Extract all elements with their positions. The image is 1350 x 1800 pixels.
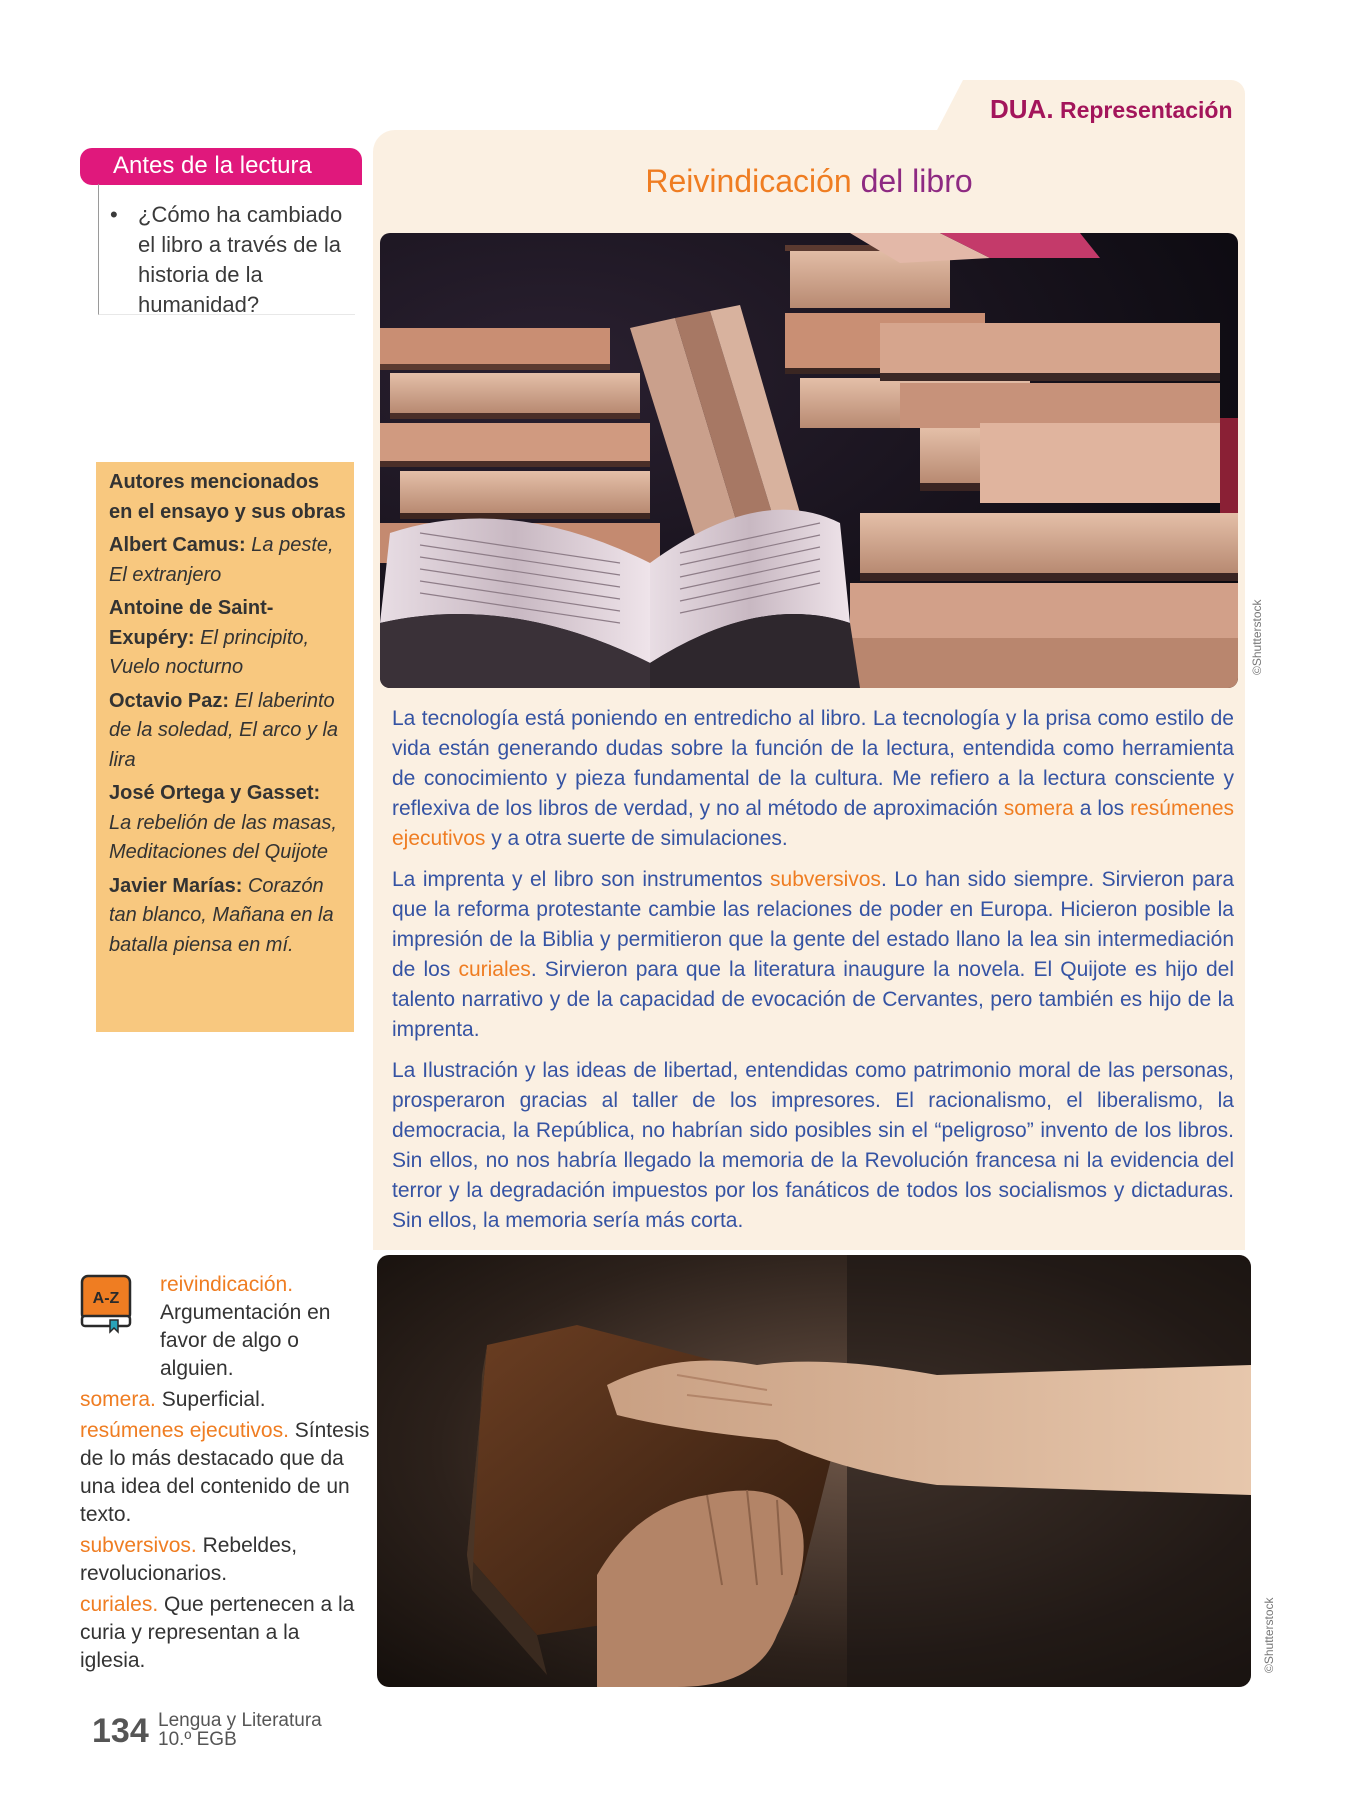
paragraph: La tecnología está poniendo en entredicho al libro. La tecnología y la prisa como estilo de vida están generando dudas sobre la función de la lectura, entendida como herramienta de conocimiento y pieza fundamental de la cultura. Me refiero a la lectura consciente y reflexiva de los libros de verdad, y no al método de aproximación somera a los resúmenes ejecutivos y a otra suerte de simulaciones. [392, 707, 1235, 850]
authors-heading: Autores mencionados en el ensayo y sus obras [109, 471, 346, 523]
page-number: 134 [92, 1712, 149, 1750]
dua-label: DUA. Representación [990, 94, 1233, 124]
photo-credit: ©Shutterstock [1262, 1597, 1276, 1673]
glossary-entry: resúmenes ejecutivos. Síntesis de lo más destacado que da una idea del contenido de un texto. [80, 1419, 370, 1526]
bullet-icon: • [110, 202, 118, 227]
essay-text [392, 704, 1234, 1247]
author-entry: Javier Marías: Corazón tan blanco, Mañana en la batalla piensa en mí. [109, 874, 334, 956]
books-photo [380, 233, 1238, 688]
author-entry: Albert Camus: La peste, El extranjero [109, 534, 334, 586]
glossary-entry: somera. Superficial. [80, 1388, 266, 1411]
photo-credit: ©Shutterstock [1250, 599, 1264, 675]
paragraph: La Ilustración y las ideas de libertad, entendidas como patrimonio moral de las personas, prosperaron gracias al taller de los impresores. El racionalismo, el liberalismo, la democracia, la República, no habrían sido posibles sin el “peligroso” invento de los libros. Sin ellos, no nos habría llegado la memoria de la Revolución francesa ni la evidencia del terror y la degradación impuestos por los fanáticos de todos los socialismos y dictaduras. Sin ellos, la memoria sería más corta. [392, 1059, 1234, 1232]
az-label: A-Z [92, 1290, 120, 1307]
antes-question [110, 200, 355, 320]
antes-question-text: ¿Cómo ha cambiado el libro a través de la historia de la humanidad? [138, 202, 343, 317]
footer-subject: Lengua y Literatura 10.º EGB [158, 1710, 322, 1750]
author-entry: Antoine de Saint-Exupéry: El principito, Vuelo nocturno [109, 597, 310, 678]
hand-on-book-photo [377, 1255, 1251, 1687]
glossary [80, 1271, 370, 1678]
glossary-entry: reivindicación. Argumentación en favor de algo o alguien. [160, 1273, 331, 1380]
glossary-entry: subversivos. Rebeldes, revolucionarios. [80, 1534, 298, 1585]
author-entry: Octavio Paz: El laberinto de la soledad, El arco y la lira [109, 689, 339, 771]
glossary-entry: curiales. Que pertenecen a la curia y representan a la iglesia. [80, 1593, 355, 1672]
paragraph: La imprenta y el libro son instrumentos subversivos. Lo han sido siempre. Sirvieron para que la reforma protestante cambie las relaciones de poder en Europa. Hicieron posible la impresión de la Biblia y permitieron que la gente del estado llano la lea sin intermediación de los curiales. Sirvieron para que la literatura inaugure la novela. El Quijote es hijo del talento narrativo y de la capacidad de evocación de Cervantes, pero también es hijo de la imprenta. [392, 868, 1235, 1041]
author-entry: José Ortega y Gasset: La rebelión de las masas, Meditaciones del Quijote [109, 782, 337, 863]
antes-title: Antes de la lectura [113, 152, 312, 179]
page-title: Reivindicación del libro [645, 163, 973, 199]
authors-list [109, 468, 347, 964]
